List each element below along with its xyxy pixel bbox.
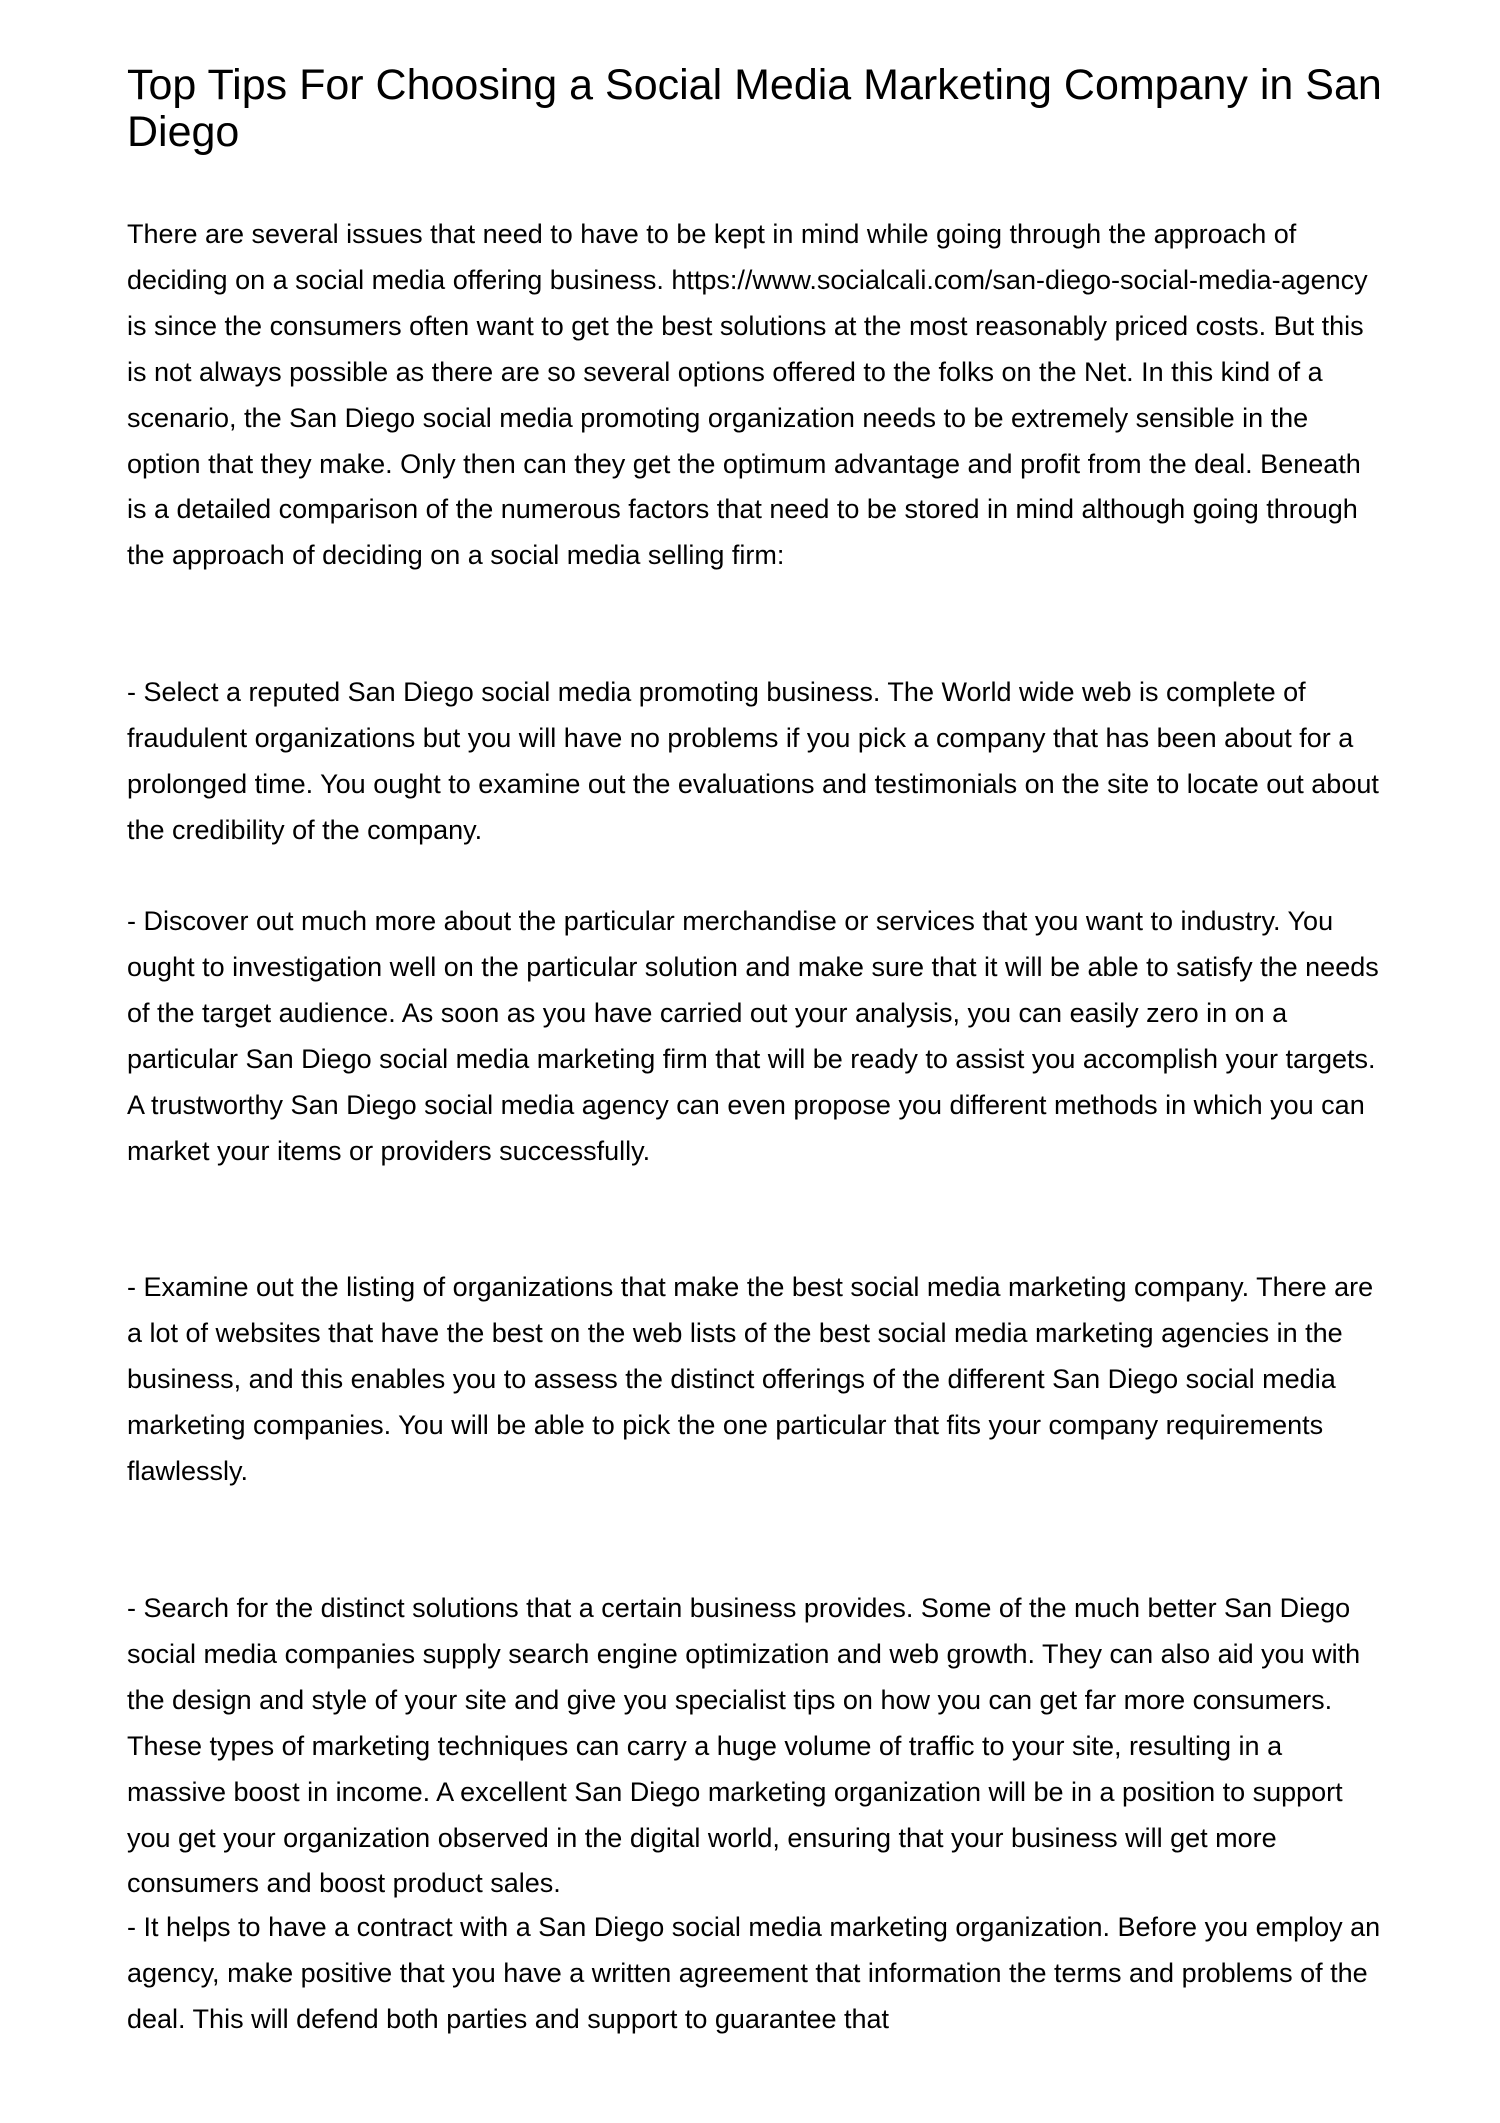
paragraph-search-solutions: - Search for the distinct solutions that a certain business provides. Some of the much better San Diego social media companies supply search engine optimization and web growth. They can also aid you with the design and style of your site and give you specialist tips on how you can get far more consumers. These types of marketing techniques can carry a huge volume of traffic to your site, resulting in a massive boost in income. A excellent San Diego marketing organization will be in a position to support you get your organization observed in the digital world, ensuring that your business will get more consumers and boost product sales. — [127, 1593, 1361, 1899]
paragraph-intro: There are several issues that need to have to be kept in mind while going through the approach of deciding on a social media offering business. https://www.socialcali.com/san-diego-social-media-agency is since the consumers often want to get the best solutions at the most reasonably priced costs. But this is not always possible as there are so several options offered to the folks on the Net. In this kind of a scenario, the San Diego social media promoting organization needs to be extremely sensible in the option that they make. Only then can they get the optimum advantage and profit from the deal. Beneath is a detailed comparison of the numerous factors that need to be stored in mind although going through the approach of deciding on a social media selling firm: — [127, 219, 1368, 571]
paragraph-contract: - It helps to have a contract with a San Diego social media marketing organization. Before you employ an agency, make positive that you have a written agreement that information the terms and problems of the deal. This will defend both parties and support to guarantee that — [127, 1912, 1381, 2034]
document-title: Top Tips For Choosing a Social Media Marketing Company in San Diego — [127, 61, 1382, 156]
paragraph-examine-listing: - Examine out the listing of organizations that make the best social media marketing company. There are a lot of websites that have the best on the web lists of the best social media marketing agencies in the business, and this enables you to assess the distinct offerings of the different San Diego social media marketing companies. You will be able to pick the one particular that fits your company requirements flawlessly. — [127, 1272, 1374, 1486]
paragraph-discover-merchandise: - Discover out much more about the particular merchandise or services that you want to industry. You ought to investigation well on the particular solution and make sure that it will be able to satisfy the needs of the target audience. As soon as you have carried out your analysis, you can easily zero in on a particular San Diego social media marketing firm that will be ready to assist you accomplish your targets. A trustworthy San Diego social media agency can even propose you different methods in which you can market your items or providers successfully. — [127, 906, 1379, 1166]
paragraph-select-reputed-business: - Select a reputed San Diego social media promoting business. The World wide web is complete of fraudulent organizations but you will have no problems if you pick a company that has been about for a prolonged time. You ought to examine out the evaluations and testimonials on the site to locate out about the credibility of the company. — [127, 677, 1379, 845]
